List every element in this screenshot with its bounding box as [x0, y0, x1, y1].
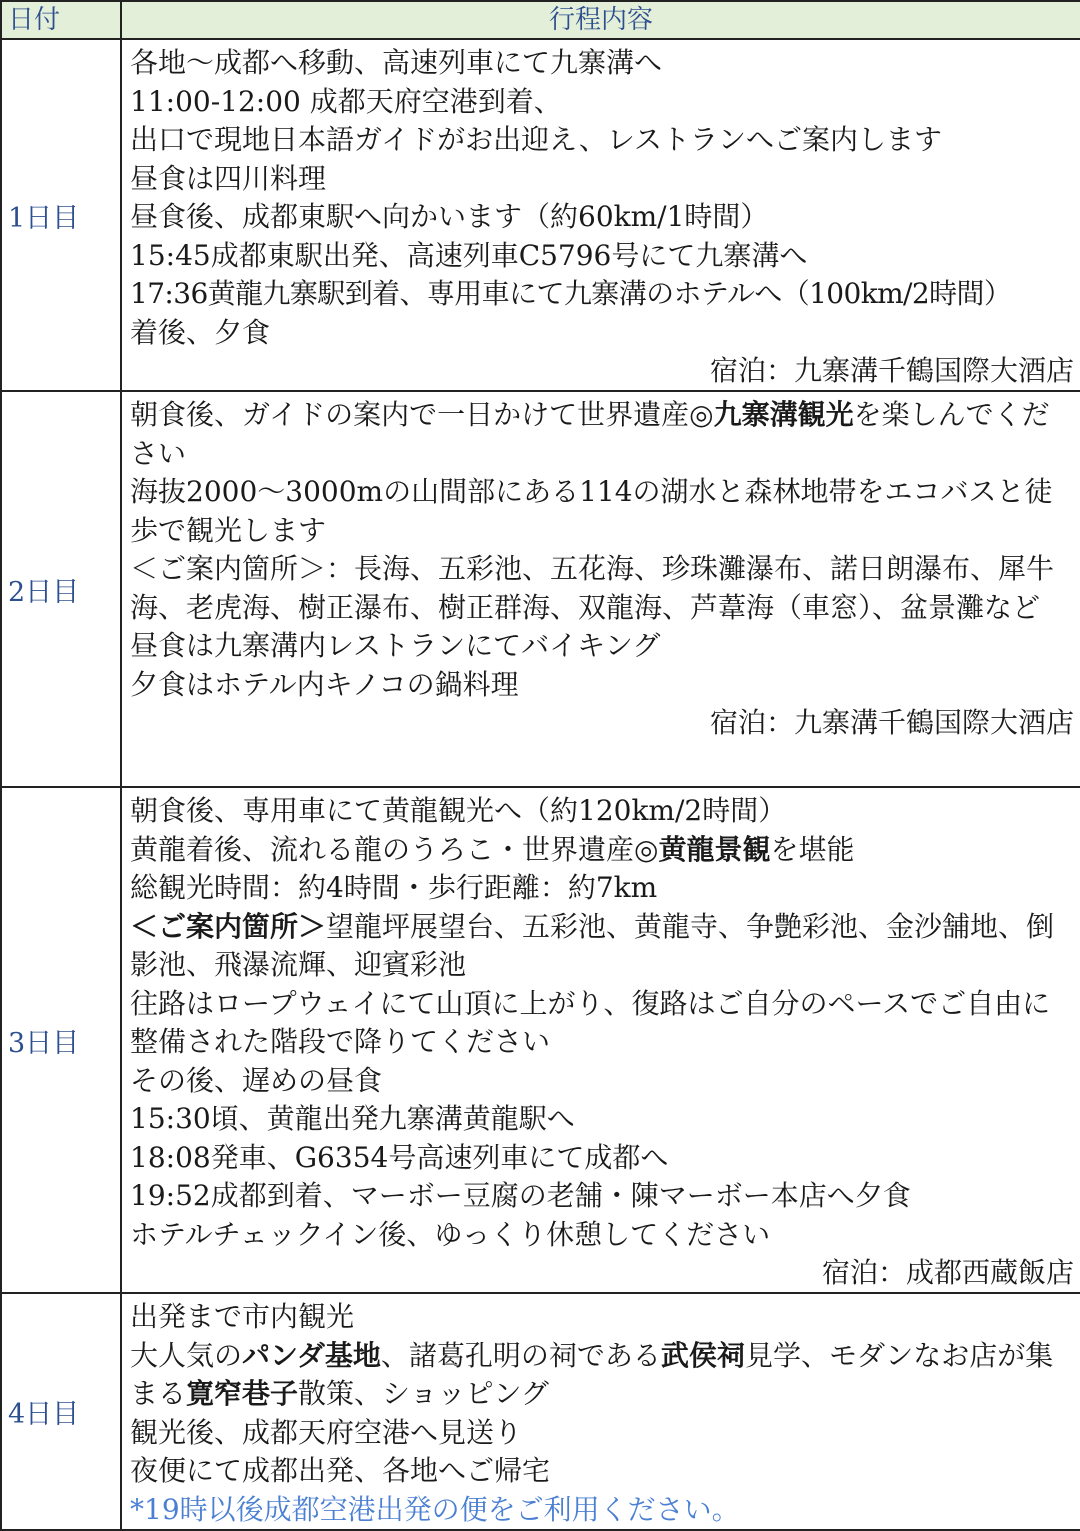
day4-line: 観光後、成都天府空港へ見送り — [130, 1415, 523, 1449]
day1-accommodation: 宿泊：九寨溝千鶴国際大酒店 — [709, 354, 1074, 387]
day1-line: 昼食は四川料理 — [130, 161, 327, 195]
day3-places-heading: ＜ご案内箇所＞ — [130, 909, 327, 943]
day-content-1 — [121, 39, 1080, 391]
day4-highlight-panda: パンダ基地 — [242, 1338, 381, 1372]
day3-line: 総観光時間：約4時間・歩行距離：約7km — [130, 871, 658, 904]
content-column-header: 行程内容 — [121, 1, 1080, 39]
day1-line: 11:00-12:00 成都天府空港到着、 — [130, 84, 562, 118]
day3-line: 19:52成都到着、マーボー豆腐の老舗・陳マーボー本店へ夕食 — [130, 1179, 911, 1212]
day4-text: 大人気の — [130, 1338, 243, 1372]
day-label-3: 3日目 — [1, 787, 121, 1293]
day4-note: *19時以後成都空港出発の便をご利用ください。 — [130, 1492, 740, 1526]
day1-line: 昼食後、成都東駅へ向かいます（約60km/1時間） — [130, 200, 769, 233]
day1-line: 各地～成都へ移動、高速列車にて九寨溝へ — [130, 46, 663, 79]
day2-accommodation: 宿泊：九寨溝千鶴国際大酒店 — [709, 706, 1074, 739]
day3-line: 往路はロープウェイにて山頂に上がり、復路はご自分のペースでご自由に整備された階段で降りてください — [130, 986, 1051, 1058]
day3-line: ホテルチェックイン後、ゆっくり休憩してください — [130, 1217, 771, 1251]
day4-line: 出発まで市内観光 — [130, 1300, 355, 1333]
day4-line — [130, 1337, 1074, 1414]
day2-highlight: 九寨溝観光 — [713, 398, 854, 431]
day-label-4: 4日目 — [1, 1293, 121, 1530]
day-row-1 — [1, 39, 1080, 391]
day1-line: 着後、夕食 — [130, 315, 271, 349]
day2-line: 昼食は九寨溝内レストランにてバイキング — [130, 629, 661, 662]
day3-accommodation: 宿泊：成都西蔵飯店 — [821, 1256, 1074, 1289]
day-content-3 — [121, 787, 1080, 1293]
day3-line — [130, 908, 1074, 985]
day1-line: 出口で現地日本語ガイドがお出迎え、レストランへご案内します — [130, 123, 943, 156]
header-row — [1, 1, 1080, 39]
day-row-3 — [1, 787, 1080, 1293]
day1-line: 17:36黄龍九寨駅到着、専用車にて九寨溝のホテルへ（100km/2時間） — [130, 277, 1012, 310]
day3-line: 朝食後、専用車にて黄龍観光へ（約120km/2時間） — [130, 794, 787, 827]
day4-text: 見学、モダンなお店が集まる — [130, 1338, 1054, 1410]
day-content-2 — [121, 391, 1080, 787]
day-row-2 — [1, 391, 1080, 787]
day3-line: 18:08発車、G6354号高速列車にて成都へ — [130, 1140, 669, 1174]
day-label-1: 1日目 — [1, 39, 121, 391]
day4-line: 夜便にて成都出発、各地へご帰宅 — [130, 1454, 551, 1487]
day4-text: 、諸葛孔明の祠である — [380, 1338, 661, 1372]
day3-highlight: 黄龍景観 — [658, 832, 771, 866]
day3-line2-tail: を堪能 — [770, 832, 855, 866]
day2-line1-text: 朝食後、ガイドの案内で一日かけて世界遺産◎ — [130, 398, 714, 431]
day2-line: 海抜2000～3000mの山間部にある114の湖水と森林地帯をエコバスと徒歩で観光します — [130, 475, 1053, 547]
day4-highlight-kuanzhai: 寛窄巷子 — [186, 1377, 299, 1410]
day-label-2: 2日目 — [1, 391, 121, 787]
day1-line: 15:45成都東駅出発、高速列車C5796号にて九寨溝へ — [130, 238, 808, 272]
day4-highlight-wuhou: 武侯祠 — [660, 1338, 745, 1372]
day3-line: 15:30頃、黄龍出発九寨溝黄龍駅へ — [130, 1102, 575, 1135]
date-column-header: 日付 — [1, 1, 121, 39]
day-content-4 — [121, 1293, 1080, 1530]
day2-line — [130, 396, 1074, 473]
day2-line1-tail: を楽しんでください — [130, 398, 1050, 470]
day4-text: 散策、ショッピング — [298, 1377, 549, 1410]
day3-places: 望龍坪展望台、五彩池、黄龍寺、争艶彩池、金沙舗地、倒影池、飛瀑流輝、迎賓彩池 — [130, 909, 1055, 981]
day2-line: ＜ご案内箇所＞：長海、五彩池、五花海、珍珠灘瀑布、諾日朗瀑布、犀牛海、老虎海、樹正瀑布、樹正群海、双龍海、芦葦海（車窓）、盆景灘など — [130, 552, 1055, 624]
day2-line: 夕食はホテル内キノコの鍋料理 — [130, 667, 519, 701]
day3-line: その後、遅めの昼食 — [130, 1063, 383, 1097]
day3-line2-text: 黄龍着後、流れる龍のうろこ・世界遺産◎ — [130, 832, 659, 866]
day3-line — [130, 831, 1074, 870]
day-row-4 — [1, 1293, 1080, 1530]
